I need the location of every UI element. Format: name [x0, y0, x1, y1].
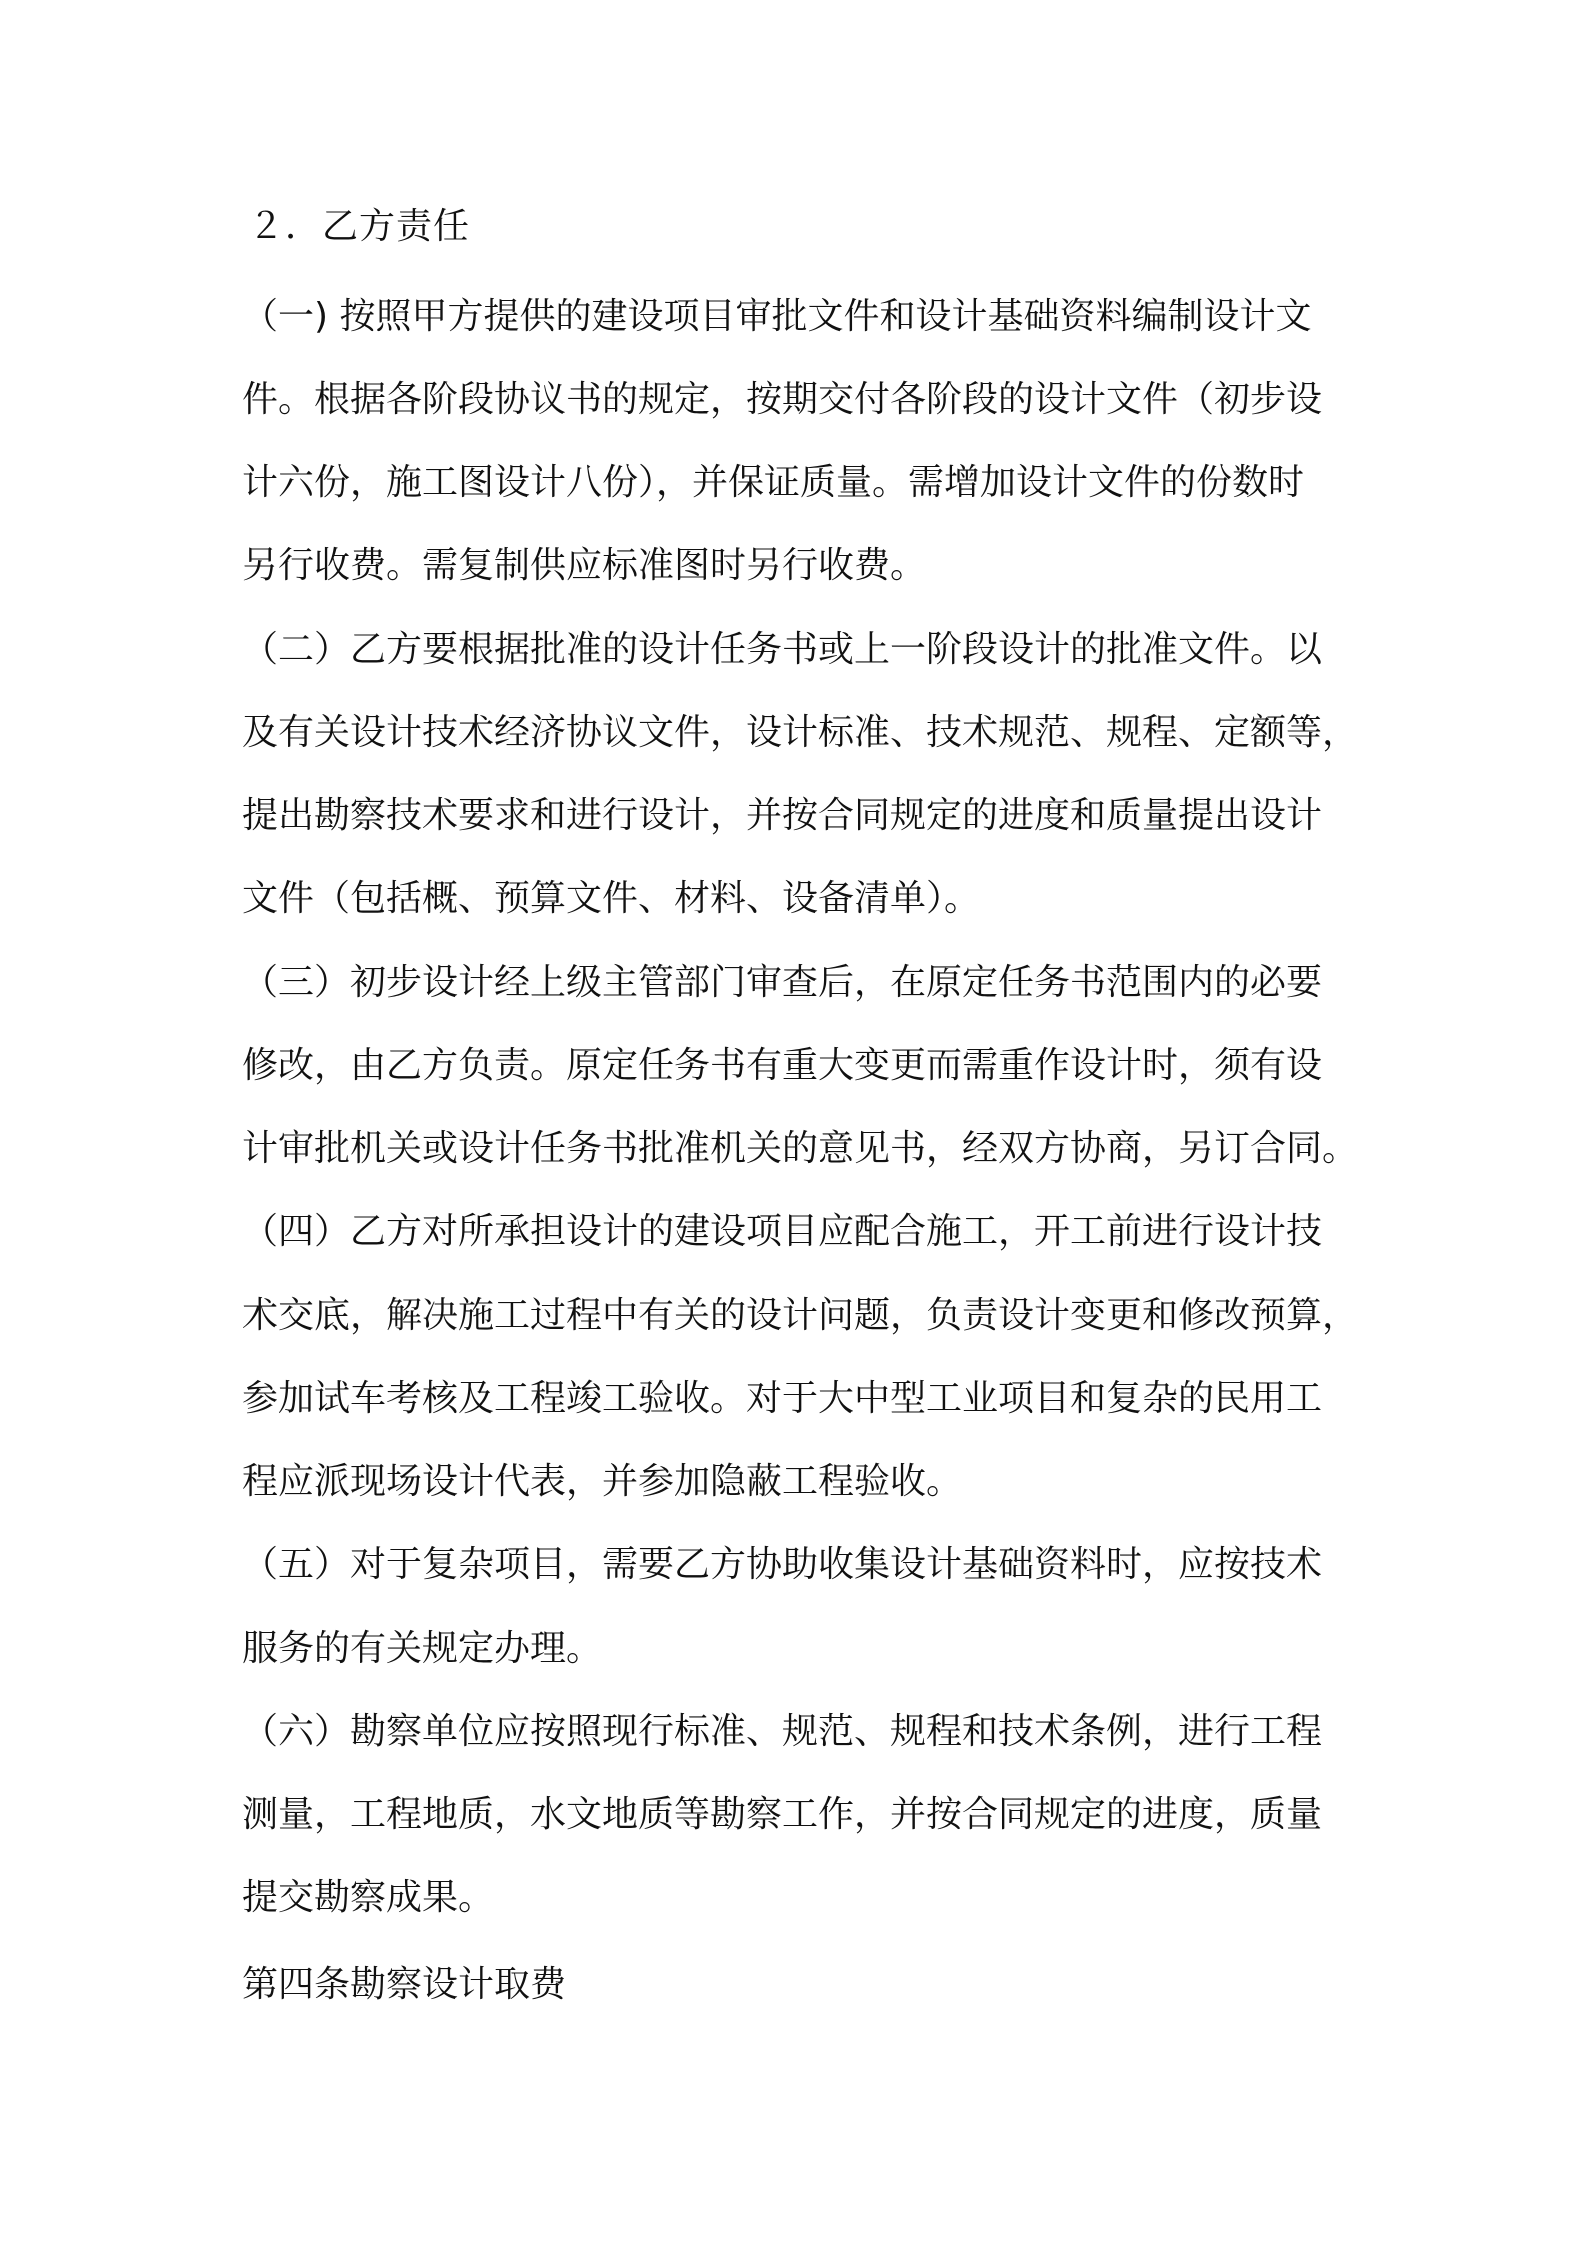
- section-heading: ２．乙方责任: [248, 206, 471, 247]
- paragraph-line: （二）乙方要根据批准的设计任务书或上一阶段设计的批准文件。以: [242, 629, 1323, 670]
- paragraph-line: 术交底，解决施工过程中有关的设计问题，负责设计变更和修改预算，: [242, 1295, 1359, 1336]
- paragraph-line: 计六份，施工图设计八份），并保证质量。需增加设计文件的份数时: [242, 462, 1305, 503]
- paragraph-line: 提交勘察成果。: [242, 1877, 495, 1918]
- paragraph-line: 程应派现场设计代表，并参加隐蔽工程验收。: [242, 1461, 963, 1502]
- paragraph-line: 文件（包括概、预算文件、材料、设备清单）。: [242, 878, 981, 919]
- paragraph-line: （六）勘察单位应按照现行标准、规范、规程和技术条例，进行工程: [242, 1711, 1323, 1752]
- paragraph-line: （四）乙方对所承担设计的建设项目应配合施工，开工前进行设计技: [242, 1211, 1323, 1252]
- paragraph-line: 提出勘察技术要求和进行设计，并按合同规定的进度和质量提出设计: [242, 795, 1323, 836]
- paragraph-line: （三）初步设计经上级主管部门审查后，在原定任务书范围内的必要: [242, 962, 1323, 1003]
- paragraph-line: 服务的有关规定办理。: [242, 1628, 603, 1669]
- paragraph-line: 测量，工程地质，水文地质等勘察工作，并按合同规定的进度，质量: [242, 1794, 1323, 1835]
- paragraph-line: 修改，由乙方负责。原定任务书有重大变更而需重作设计时，须有设: [242, 1045, 1323, 1086]
- paragraph-line: 另行收费。需复制供应标准图时另行收费。: [242, 545, 927, 586]
- paragraph-line: （一) 按照甲方提供的建设项目审批文件和设计基础资料编制设计文: [242, 296, 1312, 337]
- paragraph-line: 件。根据各阶段协议书的规定，按期交付各阶段的设计文件（初步设: [242, 379, 1323, 420]
- paragraph-line: 参加试车考核及工程竣工验收。对于大中型工业项目和复杂的民用工: [242, 1378, 1323, 1419]
- paragraph-line: 及有关设计技术经济协议文件，设计标准、技术规范、规程、定额等，: [242, 712, 1359, 753]
- article-title: 第四条勘察设计取费: [242, 1964, 567, 2005]
- paragraph-line: （五）对于复杂项目，需要乙方协助收集设计基础资料时，应按技术: [242, 1544, 1323, 1585]
- paragraph-line: 计审批机关或设计任务书批准机关的意见书，经双方协商，另订合同。: [242, 1128, 1359, 1169]
